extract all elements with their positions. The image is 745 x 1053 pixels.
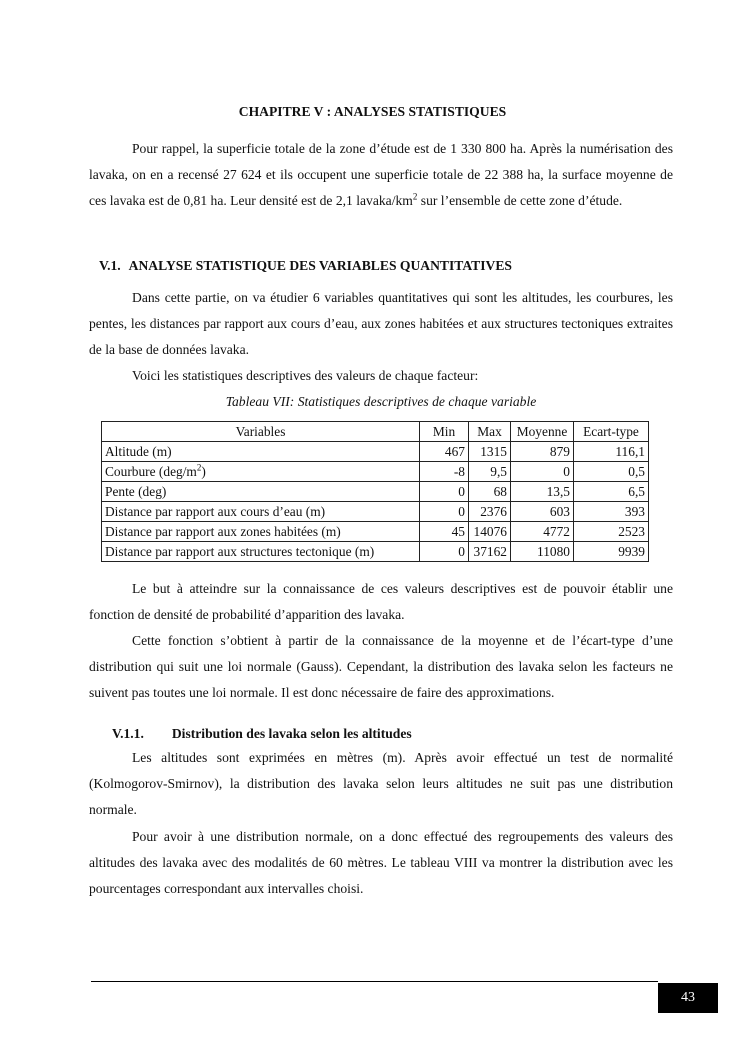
page-number: 43 [658, 983, 718, 1013]
cell-variable [102, 462, 420, 482]
section-v11-heading [112, 723, 412, 745]
cell-variable: Pente (deg) [102, 482, 420, 502]
cell-min: 0 [420, 542, 469, 562]
section-v1-heading [99, 255, 512, 277]
header-max: Max [469, 422, 511, 442]
cell-max: 37162 [469, 542, 511, 562]
cell-mean: 879 [511, 442, 574, 462]
section-v11-paragraph-1-text: Les altitudes sont exprimées en mètres (m). Après avoir effectué un test de normalité (Kolmogorov-Smirnov), la distribution des lavaka selon leurs altitudes ne suit pas une distribution normale. [89, 750, 673, 817]
cell-variable: Distance par rapport aux structures tectonique (m) [102, 542, 420, 562]
cell-variable: Distance par rapport aux zones habitées (m) [102, 522, 420, 542]
table-row [102, 462, 649, 482]
cell-std: 6,5 [574, 482, 649, 502]
cell-min: 45 [420, 522, 469, 542]
cell-max: 68 [469, 482, 511, 502]
cell-max: 1315 [469, 442, 511, 462]
cell-mean: 4772 [511, 522, 574, 542]
table-row [102, 442, 649, 462]
cell-std: 116,1 [574, 442, 649, 462]
section-v1-paragraph-1-text: Dans cette partie, on va étudier 6 variables quantitatives qui sont les altitudes, les courbures, les pentes, les distances par rapport aux cours d’eau, aux zones habitées et aux structures tectoniques extraites de la base de données lavaka. [89, 290, 673, 357]
cell-mean: 11080 [511, 542, 574, 562]
header-mean: Moyenne [511, 422, 574, 442]
section-v11-title: Distribution des lavaka selon les altitudes [171, 726, 412, 741]
intro-paragraph [89, 136, 673, 214]
table-header-row [102, 422, 649, 442]
cell-mean: 603 [511, 502, 574, 522]
section-v11-paragraph-2 [89, 824, 673, 902]
chapter-title: CHAPITRE V : ANALYSES STATISTIQUES [238, 104, 507, 119]
cell-min: 0 [420, 482, 469, 502]
cell-variable-end: ) [201, 464, 206, 479]
table-row [102, 542, 649, 562]
cell-mean: 0 [511, 462, 574, 482]
cell-std: 0,5 [574, 462, 649, 482]
section-v1-paragraph-2-text: Voici les statistiques descriptives des valeurs de chaque facteur: [132, 368, 479, 383]
cell-mean: 13,5 [511, 482, 574, 502]
cell-std: 2523 [574, 522, 649, 542]
cell-min: 0 [420, 502, 469, 522]
after-table-paragraph-1-text: Le but à atteindre sur la connaissance de ces valeurs descriptives est de pouvoir établir une fonction de densité de probabilité d’apparition des lavaka. [89, 581, 673, 622]
section-v1-title: ANALYSE STATISTIQUE DES VARIABLES QUANTITATIVES [128, 258, 512, 273]
statistics-table [101, 421, 649, 562]
after-table-paragraph-2 [89, 628, 673, 706]
header-min: Min [420, 422, 469, 442]
cell-std: 9939 [574, 542, 649, 562]
table-row [102, 502, 649, 522]
cell-min: 467 [420, 442, 469, 462]
cell-min: -8 [420, 462, 469, 482]
section-v11-paragraph-2-text: Pour avoir à une distribution normale, on a donc effectué des regroupements des valeurs des altitudes des lavaka avec des modalités de 60 mètres. Le tableau VIII va montrer la distribution avec les pourcentages correspondant aux intervalles choisi. [89, 829, 673, 896]
cell-max: 9,5 [469, 462, 511, 482]
section-v1-paragraph-2 [89, 363, 673, 389]
cell-variable: Distance par rapport aux cours d’eau (m) [102, 502, 420, 522]
intro-text-part2: sur l’ensemble de cette zone d’étude. [417, 193, 623, 208]
intro-superscript: 2 [412, 191, 418, 202]
cell-variable-text: Courbure (deg/m [105, 464, 197, 479]
table-row [102, 482, 649, 502]
cell-max: 2376 [469, 502, 511, 522]
section-v11-number: V.1.1. [112, 726, 144, 741]
header-variables: Variables [102, 422, 420, 442]
header-std: Ecart-type [574, 422, 649, 442]
section-v1-paragraph-1 [89, 285, 673, 363]
table-row [102, 522, 649, 542]
cell-variable-sup: 2 [196, 462, 202, 473]
section-v1-number: V.1. [99, 258, 121, 273]
cell-max: 14076 [469, 522, 511, 542]
intro-text-part1: Pour rappel, la superficie totale de la zone d’étude est de 1 330 800 ha. Après la numérisation des lavaka, on en a recensé 27 624 et ils occupent une superficie totale de 22 388 ha, la surface moyenne de ces lavaka est de 0,81 ha. Leur densité est de 2,1 lavaka/km [89, 141, 673, 208]
after-table-paragraph-2-text: Cette fonction s’obtient à partir de la connaissance de la moyenne et de l’écart-type d’une distribution qui suit une loi normale (Gauss). Cependant, la distribution des lavaka selon les facteurs ne suivent pas toutes une loi normale. Il est donc nécessaire de faire des approximations. [89, 633, 673, 700]
after-table-paragraph-1 [89, 576, 673, 628]
section-v11-paragraph-1 [89, 745, 673, 823]
footer-divider [91, 981, 658, 982]
cell-std: 393 [574, 502, 649, 522]
table-caption: Tableau VII: Statistiques descriptives de chaque variable [225, 394, 537, 409]
cell-variable: Altitude (m) [102, 442, 420, 462]
